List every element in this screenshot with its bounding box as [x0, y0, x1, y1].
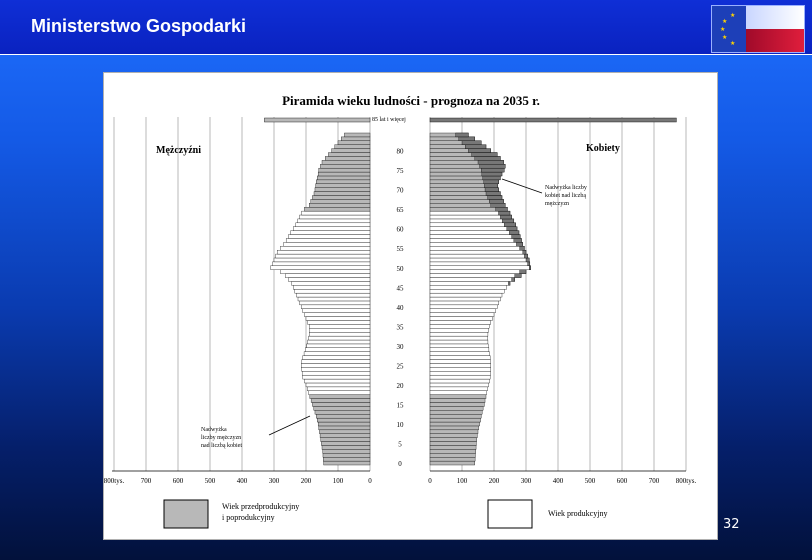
bar-male — [311, 199, 370, 203]
age-tick-label: 30 — [396, 342, 404, 351]
bar-female — [430, 215, 512, 219]
x-tick-label-right: 300 — [520, 477, 532, 485]
bar-female — [430, 356, 490, 360]
bar-male — [309, 203, 370, 207]
bar-male — [325, 156, 370, 160]
bar-female — [430, 371, 491, 375]
x-tick-label-left: 600 — [172, 477, 184, 485]
male-surplus-annotation — [201, 416, 310, 449]
bar-male — [302, 211, 370, 215]
bar-female — [430, 344, 488, 348]
bar-female — [430, 348, 489, 352]
age-tick-label: 65 — [396, 206, 404, 215]
bar-male — [315, 188, 370, 192]
bar-female-surplus — [456, 133, 469, 137]
bar-female-surplus — [482, 172, 502, 176]
bar-male — [307, 387, 370, 391]
bar-female — [430, 426, 479, 430]
bar-male — [272, 262, 370, 266]
legend-label-preproductive: Wiek przedprodukcyjny i poprodukcyjny — [222, 502, 300, 522]
bar-male — [300, 215, 370, 219]
bar-female-surplus — [496, 207, 508, 211]
annotation-arrow — [269, 416, 310, 435]
bar-male — [304, 379, 370, 383]
bar-male — [301, 363, 370, 367]
bar-female-surplus — [502, 219, 514, 223]
bar-male — [305, 348, 370, 352]
bar-male — [304, 352, 370, 356]
bar-male — [304, 313, 370, 317]
age-tick-label: 80 — [396, 147, 404, 156]
bar-female — [430, 223, 516, 227]
bar-female — [430, 274, 521, 278]
x-tick-label-right: 700 — [648, 477, 660, 485]
bar-male — [298, 219, 370, 223]
x-tick-label-right: 200 — [488, 477, 500, 485]
bar-male — [341, 137, 370, 141]
bar-female-surplus — [520, 246, 525, 250]
x-tick-label-left: 200 — [300, 477, 312, 485]
bar-female — [430, 410, 482, 414]
bar-male — [323, 457, 370, 461]
star-icon: ★ — [722, 19, 728, 25]
bar-female-surplus — [498, 211, 510, 215]
bar-female — [430, 254, 528, 258]
bar-male — [321, 442, 370, 446]
bar-female-surplus — [500, 215, 511, 219]
bar-male — [344, 133, 370, 137]
bar-female — [430, 320, 491, 324]
bar-male — [295, 289, 370, 293]
bar-male — [296, 293, 370, 297]
bar-male — [309, 324, 370, 328]
bar-male — [315, 410, 370, 414]
x-tick-label-left: 500 — [204, 477, 216, 485]
bar-female — [430, 281, 510, 285]
male-label: Mężczyźni — [156, 145, 201, 156]
bar-male — [292, 281, 370, 285]
bar-female-surplus — [462, 141, 481, 145]
bar-female-surplus — [516, 242, 522, 246]
age-tick-label: 10 — [396, 420, 404, 429]
bar-male — [280, 246, 370, 250]
bar-male — [316, 184, 370, 188]
x-tick-label-left: 300 — [268, 477, 280, 485]
bar-female-surplus — [484, 184, 497, 188]
bar-male — [271, 266, 370, 270]
bar-female — [430, 285, 507, 289]
bar-male — [312, 195, 370, 199]
bar-male — [319, 430, 370, 434]
bar-male — [322, 160, 370, 164]
bar-female-surplus — [478, 160, 504, 164]
bar-male — [291, 231, 370, 235]
bar-female — [430, 406, 483, 410]
age-tick-label: 45 — [396, 284, 404, 293]
bar-male — [324, 461, 370, 465]
bar-male — [321, 438, 370, 442]
legend-label-productive: Wiek produkcyjny — [548, 509, 608, 518]
bar-male — [309, 332, 370, 336]
bar-female-surplus — [528, 262, 530, 266]
bar-female — [430, 391, 487, 395]
bar-male — [307, 344, 370, 348]
female-surplus-annotation — [502, 179, 587, 207]
top-age-group-label: 85 lat i więcej — [372, 117, 406, 123]
axis-ticks — [104, 148, 696, 485]
bar-female — [430, 258, 529, 262]
bar-male — [314, 406, 370, 410]
age-tick-label: 25 — [396, 362, 404, 371]
age-tick-label: 70 — [396, 186, 404, 195]
bar-male — [320, 434, 370, 438]
bar-male — [312, 403, 370, 407]
bar-male — [320, 164, 370, 168]
bar-female — [430, 453, 475, 457]
bar-male — [311, 399, 370, 403]
bar-female — [430, 418, 481, 422]
bar-female-85plus — [430, 118, 676, 122]
bar-female — [430, 363, 491, 367]
legend-swatch-preproductive — [164, 500, 208, 528]
age-tick-label: 5 — [398, 440, 402, 449]
bar-female — [430, 375, 490, 379]
bar-female-surplus — [481, 168, 504, 172]
bar-male — [284, 242, 370, 246]
bar-female-surplus — [512, 278, 515, 282]
bar-female — [430, 360, 490, 364]
x-tick-label-right: 500 — [584, 477, 596, 485]
bar-male — [303, 375, 370, 379]
bar-female — [430, 317, 492, 321]
bar-female-surplus — [488, 195, 502, 199]
annotation-text: Nadwyżka liczby mężczyzn nad liczbą kobiet — [201, 427, 242, 449]
bar-female — [430, 238, 522, 242]
bar-male — [317, 176, 370, 180]
bar-female-surplus — [475, 156, 501, 160]
bar-female — [430, 332, 488, 336]
bar-male — [298, 297, 370, 301]
bar-male — [310, 328, 370, 332]
bar-female — [430, 387, 488, 391]
x-tick-label-left: 100 — [332, 477, 344, 485]
bar-female-surplus — [489, 199, 503, 203]
bar-female — [430, 211, 510, 215]
bar-female — [430, 235, 520, 239]
bar-male — [304, 207, 370, 211]
bar-male — [318, 422, 370, 426]
x-tick-label-left: 0 — [368, 477, 372, 485]
page-number: 32 — [723, 517, 740, 532]
bar-male — [310, 395, 370, 399]
x-tick-label-right: 0 — [428, 477, 432, 485]
legend-swatch-productive — [488, 500, 532, 528]
bar-female — [430, 379, 490, 383]
age-pyramid-chart — [104, 73, 717, 539]
bar-male — [308, 340, 370, 344]
bar-male — [319, 426, 370, 430]
bar-female-surplus — [509, 231, 519, 235]
bar-female — [430, 340, 488, 344]
age-tick-label: 0 — [398, 460, 402, 469]
bar-male — [288, 278, 370, 282]
bar-female-surplus — [486, 192, 500, 196]
bar-female-surplus — [504, 223, 516, 227]
bar-female — [430, 266, 531, 270]
bar-male — [316, 414, 370, 418]
bar-female — [430, 250, 526, 254]
bar-male — [314, 192, 370, 196]
bar-female — [430, 352, 490, 356]
bar-female — [430, 301, 499, 305]
organization-title: Ministerstwo Gospodarki — [31, 16, 247, 36]
age-tick-label: 15 — [396, 401, 404, 410]
x-tick-label-right: 600 — [616, 477, 628, 485]
bar-female — [430, 422, 480, 426]
x-tick-label-left: 700 — [140, 477, 152, 485]
bar-male — [319, 168, 370, 172]
bar-male — [317, 418, 370, 422]
bar-male — [338, 141, 370, 145]
bar-female-surplus — [468, 149, 490, 153]
bar-male — [306, 317, 370, 321]
bar-female — [430, 219, 514, 223]
bar-female-surplus — [526, 258, 529, 262]
bar-male-85plus — [264, 118, 370, 122]
age-tick-label: 60 — [396, 225, 404, 234]
bar-female — [430, 383, 489, 387]
bar-male — [303, 356, 370, 360]
bar-female-surplus — [465, 145, 486, 149]
poland-flag-red — [746, 29, 804, 52]
bar-female-surplus — [459, 137, 475, 141]
bar-male — [285, 274, 370, 278]
x-tick-label-right: 400 — [552, 477, 564, 485]
bar-female-surplus — [515, 274, 521, 278]
bar-female — [430, 324, 489, 328]
age-tick-label: 55 — [396, 245, 404, 254]
bar-female — [430, 293, 502, 297]
x-tick-label-left: 800tys. — [104, 477, 125, 485]
bar-male — [323, 453, 370, 457]
bar-female — [430, 289, 504, 293]
bar-female — [430, 457, 475, 461]
bar-female-surplus — [520, 270, 526, 274]
age-tick-label: 20 — [396, 381, 404, 390]
bar-male — [296, 223, 370, 227]
bar-female — [430, 367, 491, 371]
bar-female-surplus — [523, 250, 526, 254]
bar-female — [430, 336, 488, 340]
age-tick-label: 35 — [396, 323, 404, 332]
bar-female — [430, 246, 524, 250]
bar-male — [293, 227, 370, 231]
bar-male — [316, 180, 370, 184]
bar-female — [430, 438, 477, 442]
bar-male — [323, 449, 370, 453]
bar-female — [430, 297, 500, 301]
bar-female-surplus — [512, 235, 521, 239]
bar-female — [430, 242, 523, 246]
bar-female-surplus — [514, 238, 522, 242]
bar-male — [335, 145, 370, 149]
bar-female — [430, 442, 476, 446]
bar-male — [286, 238, 370, 242]
bar-female — [430, 278, 515, 282]
bar-female — [430, 262, 530, 266]
bar-female-surplus — [524, 254, 527, 258]
bar-female-surplus — [485, 188, 499, 192]
bar-female-surplus — [472, 153, 498, 157]
bar-male — [274, 258, 370, 262]
x-tick-label-right: 100 — [456, 477, 468, 485]
star-icon: ★ — [722, 35, 728, 41]
annotation-arrow — [502, 179, 542, 193]
age-tick-label: 50 — [396, 264, 404, 273]
bar-male — [277, 250, 370, 254]
bar-male — [318, 172, 370, 176]
header-bar — [0, 0, 812, 55]
bar-male — [288, 235, 370, 239]
star-icon: ★ — [720, 27, 726, 33]
bar-male — [309, 391, 370, 395]
bar-female — [430, 403, 484, 407]
bar-female — [430, 313, 494, 317]
bar-female — [430, 430, 478, 434]
bar-female-surplus — [508, 281, 510, 285]
bar-female-surplus — [483, 176, 501, 180]
bar-male — [302, 371, 370, 375]
bar-female — [430, 449, 476, 453]
pyramid-bars — [264, 118, 676, 465]
bar-female-surplus — [480, 164, 506, 168]
bar-female — [430, 270, 526, 274]
bar-male — [300, 301, 370, 305]
bar-male — [303, 309, 370, 313]
age-tick-label: 40 — [396, 303, 404, 312]
bar-male — [280, 270, 370, 274]
bar-male — [309, 336, 370, 340]
bar-female — [430, 231, 519, 235]
female-label: Kobiety — [586, 143, 620, 154]
bar-female — [430, 305, 497, 309]
bar-female — [430, 395, 486, 399]
chart-panel — [103, 72, 718, 540]
bar-male — [293, 285, 370, 289]
bar-female — [430, 399, 485, 403]
eu-poland-flag-logo — [711, 5, 805, 53]
bar-male — [308, 320, 370, 324]
bar-female — [430, 461, 475, 465]
bar-male — [328, 153, 370, 157]
age-tick-label: 75 — [396, 167, 404, 176]
bar-female — [430, 434, 477, 438]
legend — [164, 500, 607, 528]
annotation-text: Nadwyżka liczby kobiet nad liczbą mężczyzn — [545, 185, 587, 207]
star-icon: ★ — [730, 13, 736, 19]
bar-male — [332, 149, 370, 153]
bar-female — [430, 445, 476, 449]
bar-female-surplus — [491, 203, 505, 207]
bar-male — [322, 445, 370, 449]
bar-male — [302, 360, 370, 364]
star-icon: ★ — [730, 41, 736, 47]
bar-male — [276, 254, 370, 258]
bar-female-surplus — [484, 180, 499, 184]
bar-female — [430, 309, 496, 313]
x-tick-label-right: 800tys. — [675, 477, 697, 485]
bar-female — [430, 414, 481, 418]
bar-female-surplus — [529, 266, 531, 270]
chart-title: Piramida wieku ludności - prognoza na 2035 r. — [282, 93, 540, 108]
x-tick-label-left: 400 — [236, 477, 248, 485]
poland-flag-white — [746, 6, 804, 29]
bar-male — [306, 383, 370, 387]
bar-male — [302, 367, 370, 371]
bar-female-surplus — [507, 227, 517, 231]
bar-male — [301, 305, 370, 309]
bar-female — [430, 328, 489, 332]
bar-female — [430, 227, 517, 231]
